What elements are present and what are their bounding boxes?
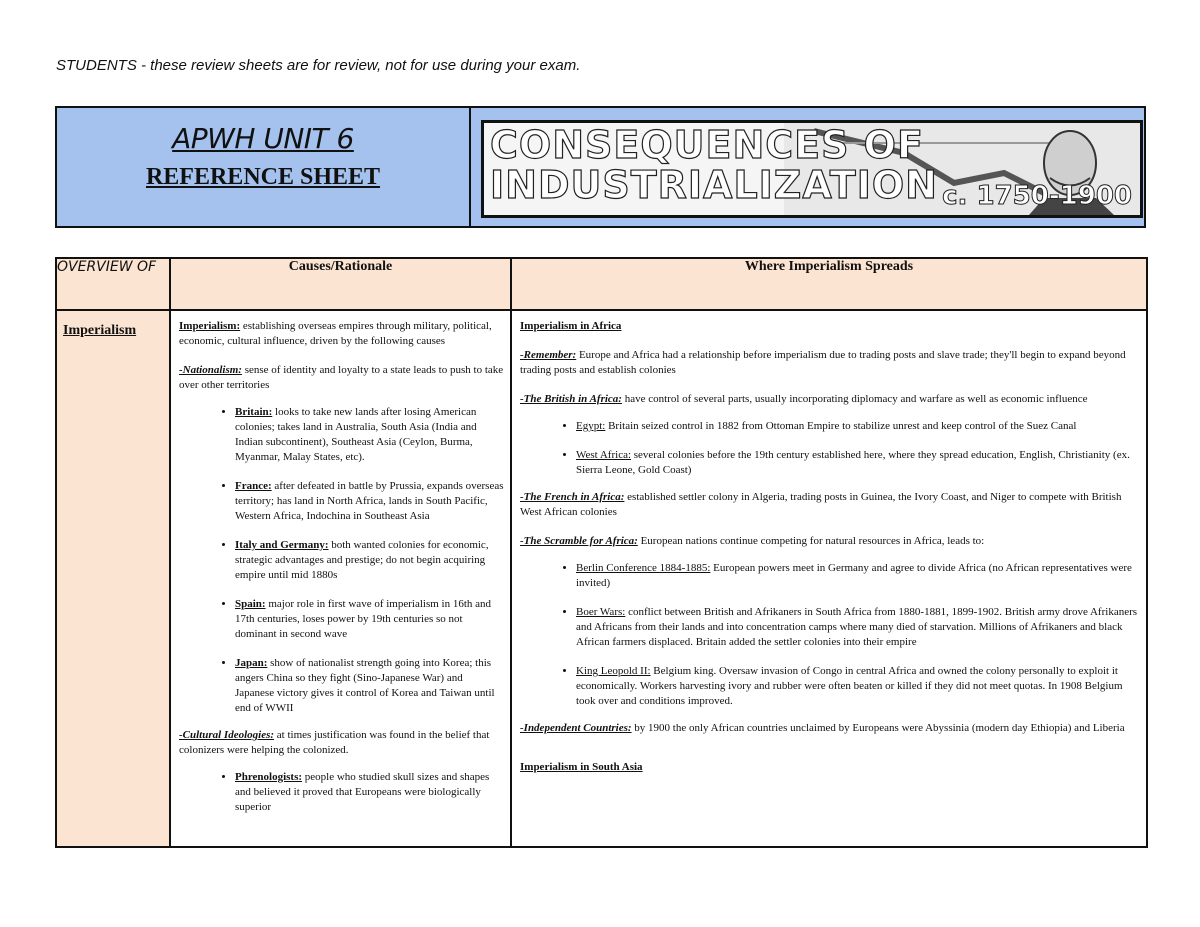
term-imperialism: Imperialism: <box>179 320 241 332</box>
south-asia-heading: Imperialism in South Asia <box>520 761 643 773</box>
nations-list <box>179 405 504 716</box>
consequences-header-image <box>481 120 1143 218</box>
term-cultural-ideologies: -Cultural Ideologies: <box>179 729 275 741</box>
list-item: • King Leopold II: Belgium king. Oversaw invasion of Congo in central Africa and owned the colony personally to exploit it economically. Workers harvesting ivory and rubber were often beaten or killed if they did not meet quotas. In 1908 Belgium took over and conditions improved. <box>576 664 1140 709</box>
reference-sheet-title: REFERENCE SHEET <box>145 164 381 190</box>
term-remember: -Remember: <box>520 349 577 361</box>
table-header-row <box>56 258 1147 310</box>
hero-dates: c. 1750-1900 <box>942 181 1132 211</box>
africa-heading: Imperialism in Africa <box>520 320 622 332</box>
term-british: -The British in Africa: <box>520 393 622 405</box>
hero-line-1: CONSEQUENCES OF <box>490 123 924 167</box>
list-item: • Italy and Germany: both wanted colonies for economic, strategic advantages and prestige; do not begin acquiring empire until mid 1880s <box>235 538 504 583</box>
review-notice: STUDENTS - these review sheets are for review, not for use during your exam. <box>56 57 581 74</box>
def-remember: Europe and Africa had a relationship before imperialism due to trading posts and slave trade; they'll begin to expand beyond trading posts and establish colonies <box>520 349 1126 376</box>
def-scramble: European nations continue competing for natural resources in Africa, leads to: <box>637 535 985 547</box>
where-cell <box>511 310 1147 847</box>
scramble-list <box>520 561 1140 709</box>
list-item: • Berlin Conference 1884-1885: European powers meet in Germany and agree to divide Africa (no African representatives were invited) <box>576 561 1140 591</box>
reference-table <box>55 257 1148 848</box>
list-item: • Spain: major role in first wave of imperialism in 16th and 17th centuries, loses power by 19th centuries so not dominant in second wave <box>235 597 504 642</box>
def-imperialism: establishing overseas empires through military, political, economic, cultural influence, driven by the following causes <box>179 320 492 347</box>
def-nationalism: sense of identity and loyalty to a state leads to push to take over other territories <box>179 364 504 391</box>
list-item: • Egypt: Britain seized control in 1882 from Ottoman Empire to stabilize unrest and keep control of the Suez Canal <box>576 419 1140 434</box>
table-row <box>56 310 1147 847</box>
term-independent: -Independent Countries: <box>520 722 632 734</box>
header-overview: OVERVIEW OF <box>56 258 170 310</box>
title-banner <box>55 106 1146 228</box>
unit-title: APWH UNIT 6 <box>172 122 354 155</box>
list-item: • Phrenologists: people who studied skull sizes and shapes and believed it proved that Europeans were biologically superior <box>235 770 504 815</box>
list-item: • Japan: show of nationalist strength going into Korea; this angers China so they fight (Sino-Japanese War) and Japanese victory gives it control of Korea and Taiwan until end of WWII <box>235 656 504 716</box>
british-list <box>520 419 1140 478</box>
causes-cell <box>170 310 511 847</box>
list-item: • West Africa: several colonies before the 19th century established here, where they spread education, English, Christianity (ex. Sierra Leone, Gold Coast) <box>576 448 1140 478</box>
list-item: • France: after defeated in battle by Prussia, expands overseas territory; has land in North Africa, lands in South Pacific, Western Africa, Indochina in Southeast Asia <box>235 479 504 524</box>
hero-line-2: INDUSTRIALIZATION <box>490 163 938 207</box>
term-french: -The French in Africa: <box>520 491 625 503</box>
banner-divider <box>469 108 471 226</box>
row-label: Imperialism <box>63 323 137 338</box>
header-causes: Causes/Rationale <box>170 258 511 310</box>
list-item: • Britain: looks to take new lands after losing American colonies; takes land in Australia, South Asia (India and Indian subcontinent), Southeast Asia (Ceylon, Burma, Myanmar, Malay States, etc). <box>235 405 504 465</box>
def-french: established settler colony in Algeria, trading posts in Guinea, the Ivory Coast, and Niger to compete with British West African colonies <box>520 491 1122 518</box>
list-item: • Boer Wars: conflict between British and Afrikaners in South Africa from 1880-1881, 1899-1902. British army drove Afrikaners and Africans from their lands and into concentration camps where many died of starvation. Millions of Afrikaners and black African farmers displaced. Britain added the settler colonies into their empire <box>576 605 1140 650</box>
header-where: Where Imperialism Spreads <box>511 258 1147 310</box>
cultural-list <box>179 770 504 815</box>
term-scramble: -The Scramble for Africa: <box>520 535 638 547</box>
term-nationalism: -Nationalism: <box>179 364 242 376</box>
def-independent: by 1900 the only African countries unclaimed by Europeans were Abyssinia (modern day Ethiopia) and Liberia <box>631 722 1125 734</box>
def-cultural-ideologies: at times justification was found in the belief that colonizers were helping the colonized. <box>179 729 490 756</box>
def-british: have control of several parts, usually incorporating diplomacy and warfare as well as economic influence <box>621 393 1088 405</box>
row-label-cell <box>56 310 170 847</box>
